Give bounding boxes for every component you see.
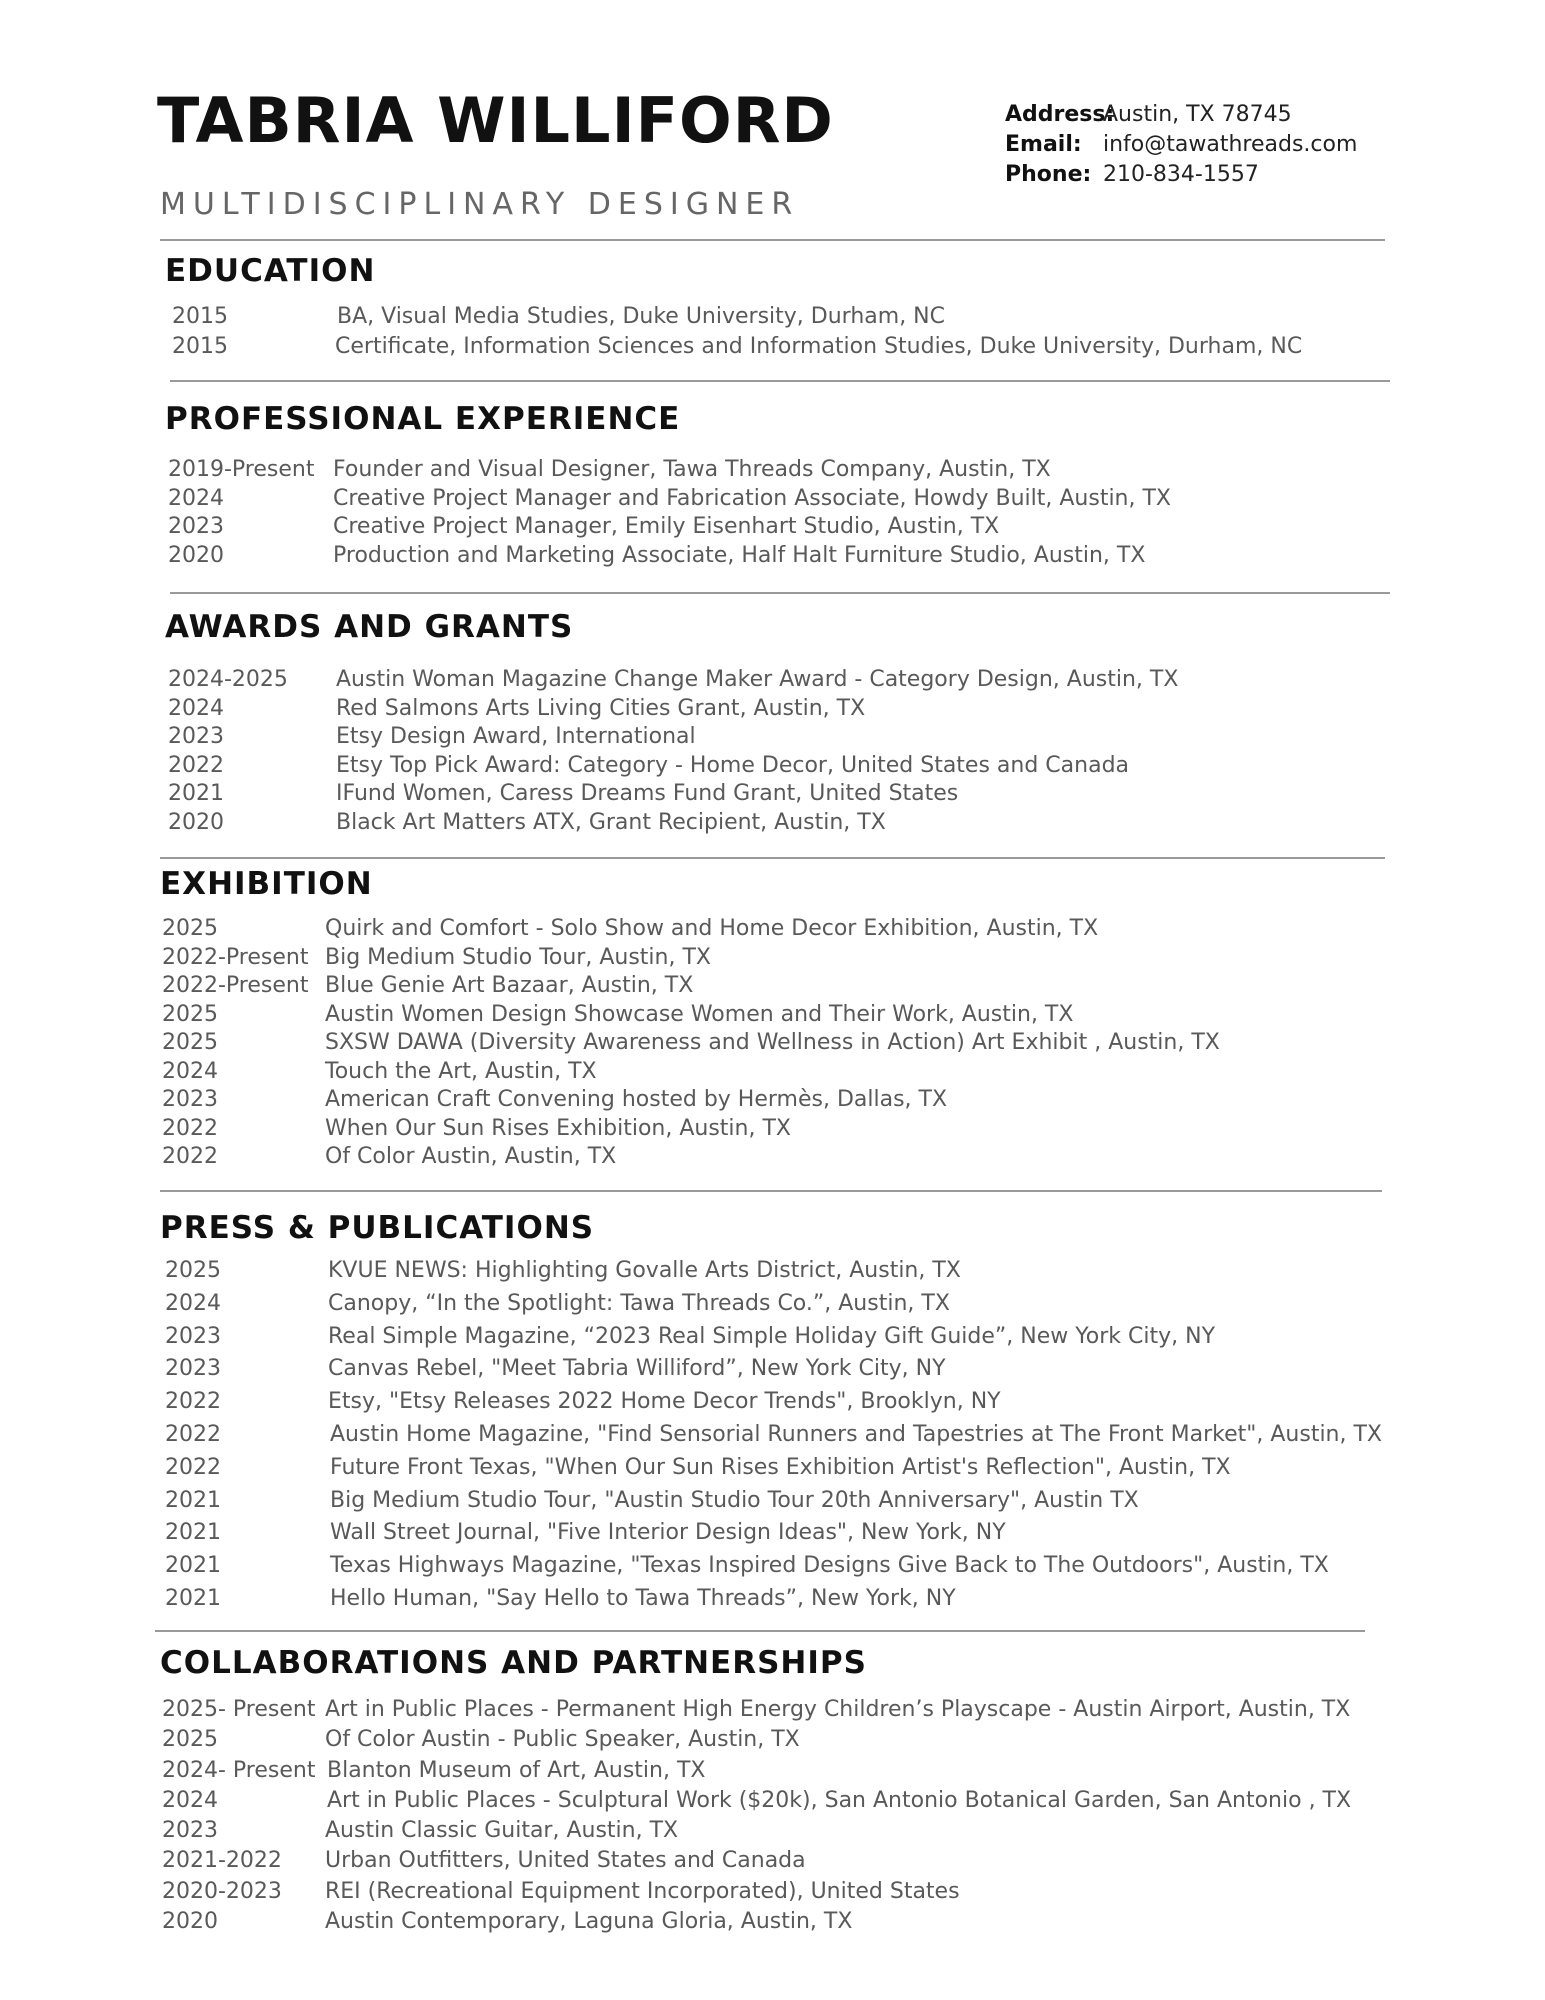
entry-text: Austin Home Magazine, "Find Sensorial Runners and Tapestries at The Front Market", Austin, TX xyxy=(330,1421,1382,1447)
list-item xyxy=(165,1419,1400,1452)
entry-year: 2019-Present xyxy=(168,457,315,482)
list-item xyxy=(162,1695,1397,1725)
list-item xyxy=(165,1353,1400,1386)
list-item xyxy=(165,1517,1400,1550)
entry-text: Black Art Matters ATX, Grant Recipient, Austin, TX xyxy=(336,809,886,835)
entry-year: 2025- Present xyxy=(162,1697,316,1722)
list-item xyxy=(162,1115,1392,1144)
entry-year: 2023 xyxy=(165,1356,221,1382)
entry-text: Real Simple Magazine, “2023 Real Simple Holiday Gift Guide”, New York City, NY xyxy=(328,1323,1216,1349)
collaborations-list xyxy=(162,1695,1397,1937)
list-item xyxy=(162,1029,1392,1058)
entry-text: Production and Marketing Associate, Half Halt Furniture Studio, Austin, TX xyxy=(333,542,1146,568)
section-title-awards: AWARDS AND GRANTS xyxy=(165,609,574,645)
entry-year: 2021 xyxy=(165,1520,221,1546)
entry-year: 2022-Present xyxy=(162,944,309,970)
entry-text: Quirk and Comfort - Solo Show and Home Decor Exhibition, Austin, TX xyxy=(325,916,1099,941)
entry-year: 2021 xyxy=(165,1585,221,1611)
entry-year: 2020-2023 xyxy=(162,1878,282,1904)
list-item xyxy=(168,513,1398,542)
entry-text: When Our Sun Rises Exhibition, Austin, TX xyxy=(325,1115,791,1141)
entry-text: Of Color Austin - Public Speaker, Austin, TX xyxy=(325,1727,800,1753)
entry-year: 2025 xyxy=(165,1258,221,1283)
list-item xyxy=(172,332,1402,362)
list-item xyxy=(162,1816,1397,1846)
section-title-experience: PROFESSIONAL EXPERIENCE xyxy=(165,401,681,437)
section-title-education: EDUCATION xyxy=(165,253,376,289)
entry-year: 2022 xyxy=(165,1454,221,1480)
list-item xyxy=(162,1001,1392,1030)
entry-year: 2024 xyxy=(168,695,224,721)
divider xyxy=(155,1630,1365,1632)
entry-year: 2021 xyxy=(165,1487,221,1513)
list-item xyxy=(168,666,1398,695)
divider xyxy=(160,857,1385,859)
list-item xyxy=(165,1550,1400,1583)
list-item xyxy=(162,1846,1397,1876)
list-item xyxy=(165,1288,1400,1321)
contact-block xyxy=(1005,100,1357,190)
contact-value: info@tawathreads.com xyxy=(1103,132,1358,157)
entry-text: Canvas Rebel, "Meet Tabria Williford”, New York City, NY xyxy=(328,1356,946,1382)
contact-label: Address: xyxy=(1005,102,1115,127)
entry-year: 2020 xyxy=(162,1909,218,1935)
entry-text: Certificate, Information Sciences and Information Studies, Duke University, Durham, NC xyxy=(335,334,1303,359)
experience-list xyxy=(168,456,1398,570)
entry-text: Creative Project Manager, Emily Eisenhart Studio, Austin, TX xyxy=(333,514,1000,539)
contact-address xyxy=(1005,100,1357,130)
list-item xyxy=(162,1086,1392,1115)
contact-email xyxy=(1005,130,1357,160)
entry-year: 2024 xyxy=(162,1787,218,1813)
entry-year: 2021-2022 xyxy=(162,1848,282,1874)
list-item xyxy=(162,1907,1397,1937)
entry-year: 2025 xyxy=(162,916,218,941)
press-list xyxy=(165,1255,1400,1616)
entry-text: Urban Outfitters, United States and Canada xyxy=(325,1848,806,1874)
entry-year: 2024 xyxy=(165,1290,221,1316)
entry-year: 2020 xyxy=(168,809,224,835)
entry-text: Big Medium Studio Tour, "Austin Studio Tour 20th Anniversary", Austin TX xyxy=(330,1487,1139,1513)
job-title: MULTIDISCIPLINARY DESIGNER xyxy=(160,187,800,222)
list-item xyxy=(162,1786,1397,1816)
entry-text: Future Front Texas, "When Our Sun Rises Exhibition Artist's Reflection", Austin, TX xyxy=(330,1454,1231,1480)
list-item xyxy=(168,456,1398,485)
contact-label: Email: xyxy=(1005,132,1082,157)
entry-year: 2015 xyxy=(172,304,228,329)
list-item xyxy=(162,1756,1397,1786)
contact-phone xyxy=(1005,160,1357,190)
list-item xyxy=(168,695,1398,724)
exhibition-list xyxy=(162,915,1392,1172)
divider xyxy=(160,1190,1382,1192)
divider xyxy=(170,380,1390,382)
divider xyxy=(170,592,1390,594)
entry-year: 2023 xyxy=(165,1323,221,1349)
awards-list xyxy=(168,666,1398,837)
entry-year: 2023 xyxy=(162,1818,218,1844)
entry-text: BA, Visual Media Studies, Duke University, Durham, NC xyxy=(337,304,945,329)
list-item xyxy=(168,723,1398,752)
list-item xyxy=(162,1725,1397,1755)
list-item xyxy=(162,972,1392,1001)
entry-text: Red Salmons Arts Living Cities Grant, Austin, TX xyxy=(336,695,866,721)
section-title-press: PRESS & PUBLICATIONS xyxy=(160,1210,595,1246)
entry-year: 2023 xyxy=(168,724,224,749)
entry-text: SXSW DAWA (Diversity Awareness and Wellness in Action) Art Exhibit , Austin, TX xyxy=(325,1030,1220,1055)
education-list xyxy=(172,302,1402,362)
entry-text: Canopy, “In the Spotlight: Tawa Threads Co.”, Austin, TX xyxy=(328,1290,950,1316)
entry-year: 2020 xyxy=(168,542,224,568)
entry-text: Austin Contemporary, Laguna Gloria, Austin, TX xyxy=(325,1909,853,1935)
list-item xyxy=(162,944,1392,973)
list-item xyxy=(168,780,1398,809)
entry-year: 2023 xyxy=(162,1087,218,1112)
name-heading: TABRIA WILLIFORD xyxy=(157,84,834,157)
entry-year: 2025 xyxy=(162,1001,218,1027)
entry-year: 2022 xyxy=(168,752,224,778)
list-item xyxy=(162,1143,1392,1172)
entry-text: Austin Women Design Showcase Women and Their Work, Austin, TX xyxy=(325,1001,1074,1027)
list-item xyxy=(165,1452,1400,1485)
divider xyxy=(160,239,1385,241)
entry-year: 2022 xyxy=(162,1115,218,1141)
entry-year: 2024 xyxy=(168,485,224,511)
entry-year: 2024-2025 xyxy=(168,667,288,692)
entry-year: 2022 xyxy=(162,1144,218,1169)
list-item xyxy=(162,1877,1397,1907)
list-item xyxy=(165,1386,1400,1419)
entry-text: Etsy Top Pick Award: Category - Home Decor, United States and Canada xyxy=(336,752,1130,778)
list-item xyxy=(172,302,1402,332)
list-item xyxy=(165,1583,1400,1616)
entry-text: Creative Project Manager and Fabrication Associate, Howdy Built, Austin, TX xyxy=(333,485,1171,511)
entry-year: 2021 xyxy=(165,1553,221,1579)
entry-year: 2022 xyxy=(165,1421,221,1447)
entry-text: Wall Street Journal, "Five Interior Design Ideas", New York, NY xyxy=(330,1520,1006,1546)
list-item xyxy=(162,1058,1392,1087)
list-item xyxy=(168,542,1398,571)
list-item xyxy=(168,809,1398,838)
entry-text: Austin Classic Guitar, Austin, TX xyxy=(325,1818,679,1844)
list-item xyxy=(162,915,1392,944)
entry-text: REI (Recreational Equipment Incorporated), United States xyxy=(325,1878,960,1904)
entry-year: 2025 xyxy=(162,1727,218,1753)
entry-text: Of Color Austin, Austin, TX xyxy=(325,1144,617,1169)
entry-text: Etsy, "Etsy Releases 2022 Home Decor Trends", Brooklyn, NY xyxy=(328,1389,1001,1415)
section-title-exhibition: EXHIBITION xyxy=(160,866,373,902)
section-title-collaborations: COLLABORATIONS AND PARTNERSHIPS xyxy=(160,1645,867,1681)
entry-text: Texas Highways Magazine, "Texas Inspired Designs Give Back to The Outdoors", Austin, TX xyxy=(330,1553,1329,1579)
entry-text: Art in Public Places - Permanent High Energy Children’s Playscape - Austin Airport, Austin, TX xyxy=(325,1697,1351,1722)
entry-year: 2023 xyxy=(168,514,224,539)
list-item xyxy=(165,1255,1400,1288)
entry-year: 2021 xyxy=(168,781,224,806)
entry-text: Blanton Museum of Art, Austin, TX xyxy=(327,1757,706,1783)
entry-year: 2022-Present xyxy=(162,973,309,998)
entry-year: 2024 xyxy=(162,1058,218,1084)
list-item xyxy=(165,1485,1400,1518)
entry-year: 2015 xyxy=(172,334,228,359)
contact-value: 210-834-1557 xyxy=(1103,162,1259,187)
entry-year: 2025 xyxy=(162,1030,218,1055)
entry-text: IFund Women, Caress Dreams Fund Grant, United States xyxy=(336,781,959,806)
entry-text: Etsy Design Award, International xyxy=(336,724,696,749)
list-item xyxy=(168,752,1398,781)
entry-text: Touch the Art, Austin, TX xyxy=(325,1058,597,1084)
entry-text: Big Medium Studio Tour, Austin, TX xyxy=(325,944,711,970)
entry-year: 2022 xyxy=(165,1389,221,1415)
contact-value: Austin, TX 78745 xyxy=(1103,102,1292,127)
entry-text: Founder and Visual Designer, Tawa Threads Company, Austin, TX xyxy=(333,457,1051,482)
entry-year: 2024- Present xyxy=(162,1757,316,1783)
entry-text: American Craft Convening hosted by Hermès, Dallas, TX xyxy=(325,1087,948,1112)
entry-text: Hello Human, "Say Hello to Tawa Threads”, New York, NY xyxy=(330,1585,956,1611)
contact-label: Phone: xyxy=(1005,162,1092,187)
entry-text: Art in Public Places - Sculptural Work ($20k), San Antonio Botanical Garden, San Antonio , TX xyxy=(327,1787,1352,1813)
entry-text: KVUE NEWS: Highlighting Govalle Arts District, Austin, TX xyxy=(328,1258,961,1283)
entry-text: Blue Genie Art Bazaar, Austin, TX xyxy=(325,973,694,998)
entry-text: Austin Woman Magazine Change Maker Award - Category Design, Austin, TX xyxy=(336,667,1179,692)
list-item xyxy=(165,1321,1400,1354)
list-item xyxy=(168,485,1398,514)
